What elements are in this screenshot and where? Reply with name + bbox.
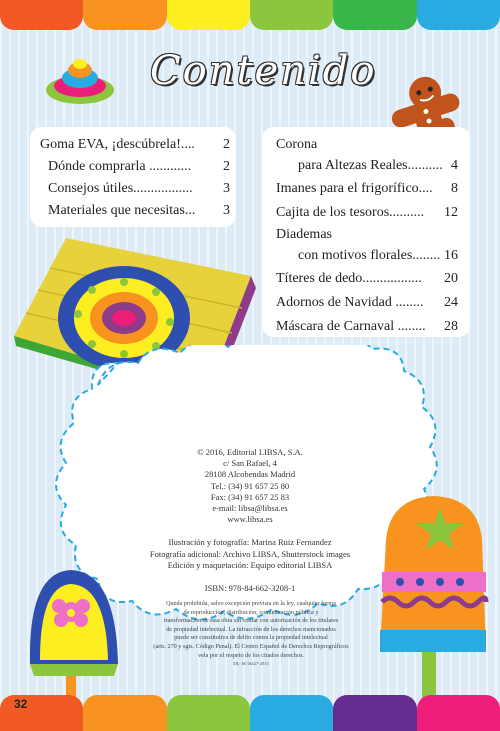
legal-line: puede ser constitutiva de delito contra la propiedad intelectual (174, 634, 328, 642)
legal-line: (arts. 270 y sgts. Código Penal). El Centro Español de Derechos Reprográficos (153, 642, 349, 650)
toc-entry-page: 28 (444, 319, 458, 334)
flower-magnet-icon (42, 42, 118, 112)
toc-entry-label: Imanes para el frigorífico.... (276, 181, 433, 196)
toc-entry-page: 3 (223, 203, 230, 218)
toc-entry-page: 2 (223, 137, 230, 152)
toc-entry[interactable] (276, 177, 458, 201)
legal-line: de propiedad intelectual. La infracción de los derechos mencionados (166, 625, 336, 633)
legal-line: transformación de esta obra sin contar con autorización de los titulares (163, 617, 339, 625)
credit-line: c/ San Rafael, 4 (223, 458, 277, 469)
toc-entry-label: para Altezas Reales.......... (298, 158, 443, 173)
toc-entry[interactable] (40, 156, 230, 178)
toc-entry-label: Máscara de Carnaval ........ (276, 319, 426, 334)
band-tab (83, 695, 166, 731)
band-tab (83, 0, 166, 30)
toc-entry-label: Cajita de los tesoros.......... (276, 205, 425, 220)
toc-entry[interactable] (276, 267, 458, 291)
toc-entry[interactable] (40, 178, 230, 200)
credit-line: Fotografía adicional: Archivo LIBSA, Shutterstock images (149, 548, 351, 559)
band-tab (333, 0, 416, 30)
toc-section-title: Corona (276, 137, 318, 152)
credit-line: Edición y maquetación: Equipo editorial LIBSA (167, 559, 333, 570)
toc-entry[interactable] (276, 291, 458, 315)
credit-line[interactable]: e-mail: libsa@libsa.es (212, 503, 288, 514)
band-tab (0, 0, 83, 30)
credit-line: Ilustración y fotografía: Marina Ruiz Fernandez (168, 537, 332, 548)
toc-entry-page: 3 (223, 181, 230, 196)
popsicle-left-icon (16, 552, 126, 702)
legal-line: Queda prohibida, salvo excepción prevista en la ley, cualquier forma (166, 600, 336, 607)
toc-entry-label: Materiales que necesitas... (48, 203, 196, 218)
toc-entry-label: Títeres de dedo................. (276, 271, 422, 286)
toc-entry-label: Consejos útiles................. (48, 181, 193, 196)
credit-line: Tel.: (34) 91 657 25 80 (210, 480, 290, 491)
toc-left-box (30, 127, 236, 227)
popsicle-right-icon (370, 490, 494, 700)
toc-entry-label: Adornos de Navidad ........ (276, 295, 424, 310)
legal-notice (120, 600, 382, 669)
toc-entry-label: Goma EVA, ¡descúbrela!.... (40, 137, 195, 152)
legal-deposit: DL: M 16427-2015 (233, 661, 269, 667)
top-color-band (0, 0, 500, 30)
credit-line: © 2016, Editorial LIBSA, S.A. (197, 447, 303, 457)
toc-right-box (262, 127, 470, 337)
credit-line[interactable]: www.libsa.es (227, 514, 273, 525)
band-tab (250, 0, 333, 30)
credits-block (130, 447, 370, 594)
band-tab (417, 0, 500, 30)
toc-entry[interactable] (276, 245, 458, 267)
band-tab (417, 695, 500, 731)
isbn: ISBN: 978-84-662-3208-1 (204, 583, 296, 594)
legal-line: de reproducción, distribución, comunicación pública y (183, 608, 319, 616)
band-tab (167, 0, 250, 30)
toc-section-title: Diademas (276, 227, 332, 242)
toc-entry-page: 2 (223, 159, 230, 174)
bottom-color-band (0, 695, 500, 731)
band-tab (333, 695, 416, 731)
credit-line: Fax: (34) 91 657 25 83 (210, 491, 290, 502)
band-tab (167, 695, 250, 731)
page-number: 32 (14, 697, 28, 711)
toc-entry[interactable] (276, 155, 458, 177)
toc-entry[interactable] (276, 315, 458, 339)
toc-entry-page: 24 (444, 295, 458, 310)
toc-entry[interactable] (276, 201, 458, 225)
credit-line: 28108 Alcobendas Madrid (204, 469, 296, 480)
band-tab (0, 695, 83, 731)
toc-entry-page: 12 (444, 205, 458, 220)
legal-line: vela por el respeto de los citados derechos. (198, 651, 304, 659)
page-title: Contenido (150, 48, 377, 94)
toc-entry[interactable] (40, 134, 230, 156)
toc-entry-page: 8 (451, 181, 458, 196)
toc-entry-page: 4 (451, 158, 458, 173)
toc-entry-label: Dónde comprarla ............ (48, 159, 192, 174)
band-tab (250, 695, 333, 731)
toc-entry-page: 20 (444, 271, 458, 286)
toc-entry-page: 16 (444, 248, 458, 263)
toc-entry-label: con motivos florales........ (298, 248, 441, 263)
